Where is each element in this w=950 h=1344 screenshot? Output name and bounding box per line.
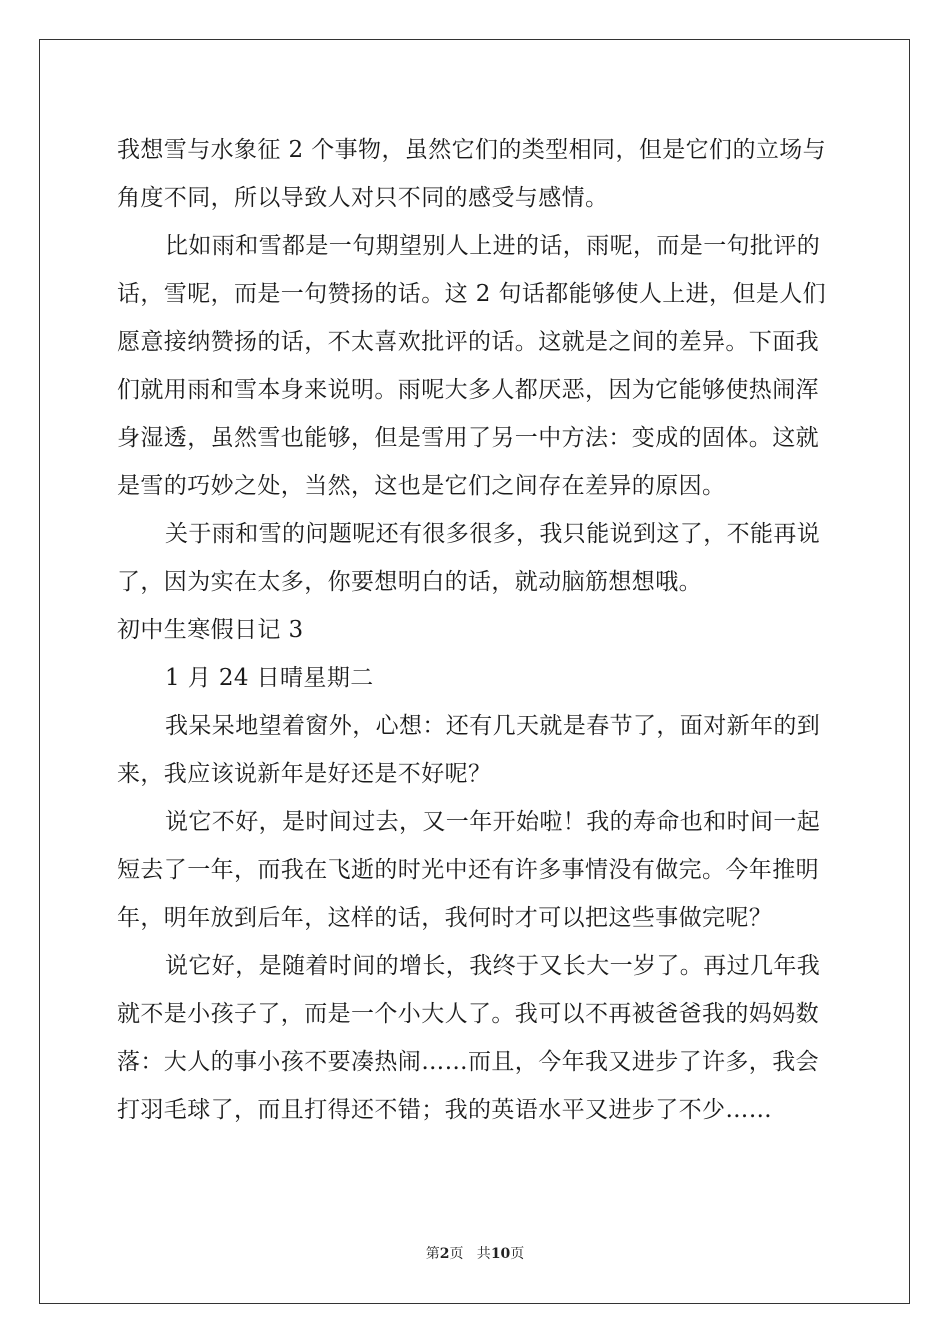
footer-suffix: 页 [510,1246,525,1262]
footer-prefix: 第 [425,1246,440,1262]
text-line: 说它不好，是时间过去，又一年开始啦！我的寿命也和时间一起 [165,809,821,835]
document-body [117,126,833,1134]
text-line: 愿意接纳赞扬的话，不太喜欢批评的话。这就是之间的差异。下面我 [117,329,819,355]
text-line: 角度不同，所以导致人对只不同的感受与感情。 [117,185,609,211]
text-line: 身湿透，虽然雪也能够，但是雪用了另一中方法：变成的固体。这就 [117,425,819,451]
text-line: 说它好，是随着时间的增长，我终于又长大一岁了。再过几年我 [165,953,821,979]
text-line: 我呆呆地望着窗外，心想：还有几天就是春节了，面对新年的到 [165,713,821,739]
section-title: 初中生寒假日记 3 [117,617,304,643]
text-line: 话，雪呢，而是一句赞扬的话。这 2 句话都能够使人上进，但是人们 [117,281,827,307]
diary-date: 1 月 24 日晴星期二 [165,665,374,691]
text-line: 关于雨和雪的问题呢还有很多很多，我只能说到这了，不能再说 [165,521,821,547]
text-line: 来，我应该说新年是好还是不好呢？ [117,761,492,787]
text-line: 短去了一年，而我在飞逝的时光中还有许多事情没有做完。今年推明 [117,857,819,883]
total-page-number: 10 [490,1246,511,1262]
text-line: 年，明年放到后年，这样的话，我何时才可以把这些事做完呢？ [117,905,773,931]
text-line: 比如雨和雪都是一句期望别人上进的话，雨呢，而是一句批评的 [165,233,821,259]
text-line: 们就用雨和雪本身来说明。雨呢大多人都厌恶，因为它能够使热闹浑 [117,377,819,403]
current-page-number: 2 [439,1246,450,1262]
text-line: 打羽毛球了，而且打得还不错；我的英语水平又进步了不少…… [117,1097,773,1123]
text-line: 就不是小孩子了，而是一个小大人了。我可以不再被爸爸我的妈妈数 [117,1001,819,1027]
text-line: 了，因为实在太多，你要想明白的话，就动脑筋想想哦。 [117,569,702,595]
text-line: 是雪的巧妙之处，当然，这也是它们之间存在差异的原因。 [117,473,726,499]
footer-middle: 页 共 [449,1246,491,1262]
text-line: 落：大人的事小孩不要凑热闹……而且，今年我又进步了许多，我会 [117,1049,819,1075]
page-footer [0,1244,950,1264]
text-line: 我想雪与水象征 2 个事物，虽然它们的类型相同，但是它们的立场与 [117,137,827,163]
